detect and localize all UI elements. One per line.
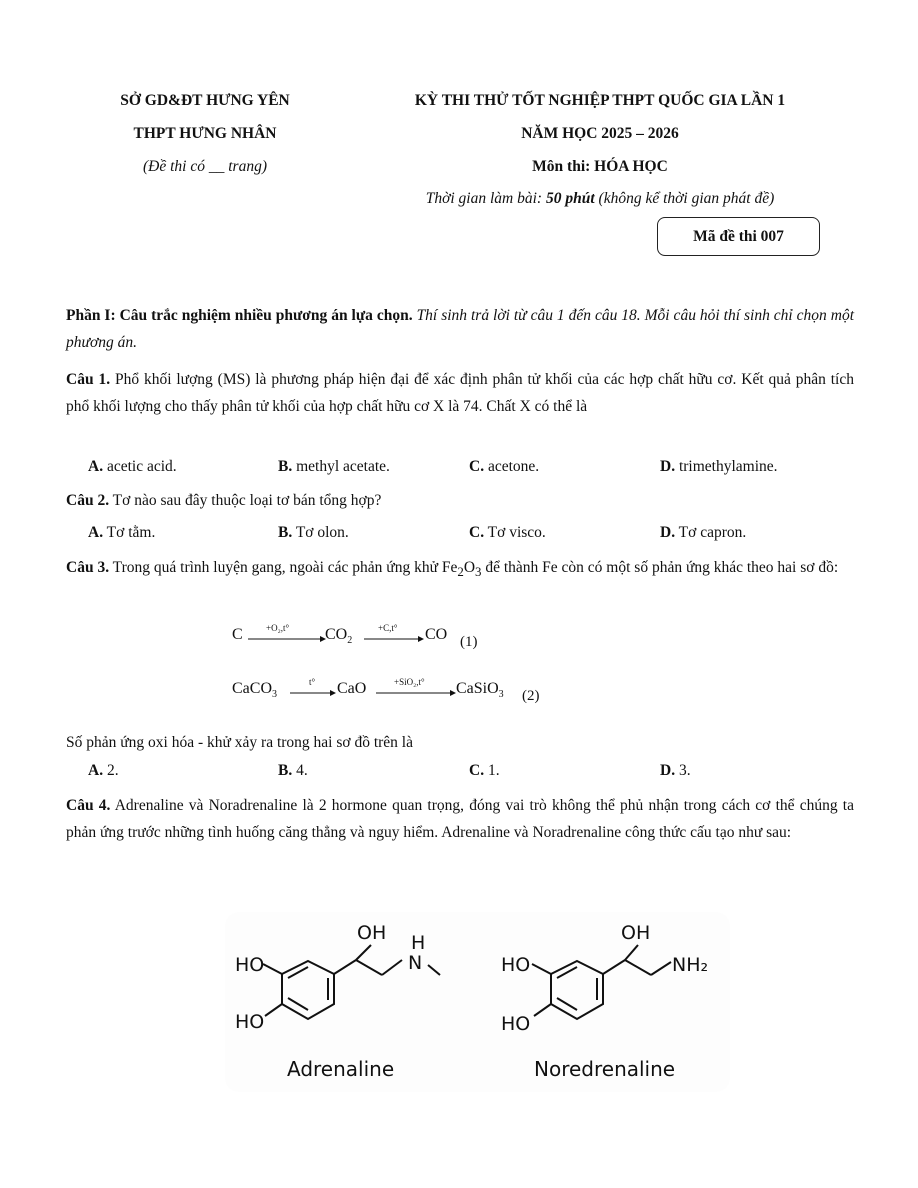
question-3: Câu 3. Trong quá trình luyện gang, ngoài các phản ứng khử $Fe_2O_3$ để thành Fe còn có một số phản ứng khác theo hai sơ đồ:	[66, 559, 839, 580]
question-2	[66, 487, 854, 514]
part1-instruction: Thí sinh trả lời từ câu 1 đến câu 18. Mỗi câu hỏi thí sinh chỉ chọn một phương án.	[66, 307, 855, 351]
arrow-2-condition: +C,t°	[378, 623, 398, 633]
noradrenaline-label: Noredrenaline	[534, 1057, 676, 1081]
school-year: NĂM HỌC 2025 – 2026	[521, 125, 679, 142]
species-c: C	[232, 626, 243, 643]
molecule-figure	[225, 912, 730, 1092]
question-text-cont: để thành Fe còn có một số phản ứng khác theo hai sơ đồ:	[481, 559, 839, 576]
scheme-1-number: (1)	[460, 634, 478, 650]
species-co2: $CO_2$	[325, 626, 353, 647]
adr-oh: OH	[357, 922, 387, 944]
question-label: Câu 1.	[66, 371, 111, 388]
q2-option-d[interactable]: D. Tơ capron.	[660, 524, 747, 541]
scheme-2-number: (2)	[522, 688, 540, 704]
nor-ho-bottom: HO	[501, 1013, 531, 1035]
nor-ho-top: HO	[501, 954, 531, 976]
reaction-scheme-1	[232, 624, 532, 656]
q3-question: Số phản ứng oxi hóa - khử xảy ra trong hai sơ đồ trên là	[66, 734, 413, 751]
species-caco3: CaCO$_3$	[232, 680, 277, 701]
q1-option-d[interactable]: D. trimethylamine.	[660, 458, 778, 475]
question-text: Adrenaline và Noradrenaline là 2 hormone quan trọng, đóng vai trò không thể phủ nhận trong cách cơ thể chúng ta phản ứng trước những tình huống căng thẳng và nguy hiểm. Adrenaline và Noradrenaline công thức cấu tạo như sau:	[66, 797, 854, 841]
pages-note: (Đề thi có __ trang)	[143, 158, 267, 175]
question-text: Tơ nào sau đây thuộc loại tơ bán tổng hợp?	[109, 492, 382, 509]
q1-option-b[interactable]: B. methyl acetate.	[278, 458, 390, 475]
species-cao: CaO	[337, 680, 367, 697]
q3-option-b[interactable]: B. 4.	[278, 762, 308, 779]
nor-oh: OH	[621, 922, 651, 944]
subject: Môn thi: HÓA HỌC	[532, 158, 668, 175]
question-1	[66, 366, 854, 420]
question-label: Câu 4.	[66, 797, 111, 814]
q1-option-a[interactable]: A. acetic acid.	[88, 458, 177, 475]
arrow-1-condition: +O₂,t°	[266, 623, 290, 633]
adrenaline-label: Adrenaline	[287, 1057, 395, 1081]
q1-option-c[interactable]: C. acetone.	[469, 458, 540, 475]
question-4	[66, 792, 854, 846]
reaction-scheme-2	[232, 678, 562, 710]
nor-nh2: NH₂	[672, 954, 709, 976]
part1-heading	[66, 302, 854, 356]
question-label: Câu 2.	[66, 492, 110, 509]
species-co: CO	[425, 626, 448, 643]
exam-code-box	[657, 217, 820, 256]
q2-option-a[interactable]: A. Tơ tằm.	[88, 524, 156, 541]
exam-title: KỲ THI THỬ TỐT NGHIỆP THPT QUỐC GIA LẦN 1	[414, 92, 786, 109]
adr-h: H	[411, 932, 426, 954]
q3-option-d[interactable]: D. 3.	[660, 762, 691, 779]
question-text: Trong quá trình luyện gang, ngoài các phản ứng khử Fe	[109, 559, 458, 576]
noradrenaline-structure	[532, 945, 671, 1019]
part1-title: Phần I: Câu trắc nghiệm nhiều phương án lựa chọn.	[66, 307, 413, 324]
adr-ho-bottom: HO	[235, 1011, 265, 1033]
q2-option-c[interactable]: C. Tơ visco.	[469, 524, 546, 541]
adr-n: N	[408, 952, 423, 974]
question-text: Phổ khối lượng (MS) là phương pháp hiện đại để xác định phân tử khối của các hợp chất hữu cơ. Kết quả phân tích phổ khối lượng cho thấy phân tử khối của hợp chất hữu cơ X là 74. Chất X có thể là	[66, 371, 854, 415]
time-note: Thời gian làm bài: 50 phút (không kể thời gian phát đề)	[425, 190, 775, 207]
q3-option-a[interactable]: A. 2.	[88, 762, 119, 779]
department-name: SỞ GD&ĐT HƯNG YÊN	[120, 92, 290, 109]
arrow-3-condition: t°	[309, 677, 316, 687]
question-label: Câu 3.	[66, 559, 110, 576]
adr-ho-top: HO	[235, 954, 265, 976]
exam-code: Mã đề thi 007	[693, 227, 784, 245]
arrow-4-condition: +SiO₂,t°	[394, 677, 425, 687]
species-casio3: CaSiO$_3$	[456, 680, 504, 701]
q3-option-c[interactable]: C. 1.	[469, 762, 500, 779]
q2-option-b[interactable]: B. Tơ olon.	[278, 524, 349, 541]
school-name: THPT HƯNG NHÂN	[133, 125, 277, 142]
